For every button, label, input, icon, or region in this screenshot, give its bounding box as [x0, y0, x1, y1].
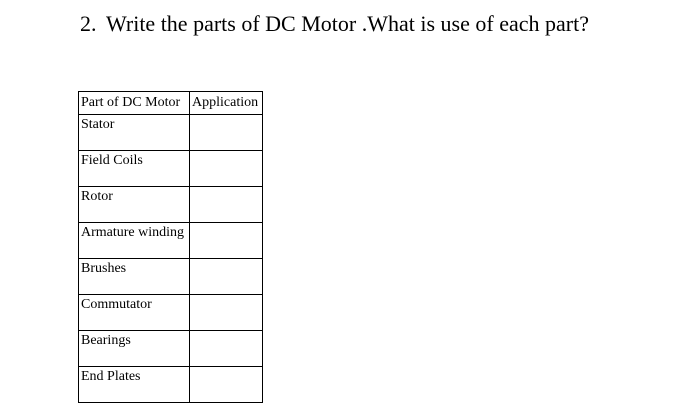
application-cell — [190, 331, 263, 367]
table-row — [79, 367, 263, 403]
application-cell — [190, 259, 263, 295]
table-row — [79, 187, 263, 223]
part-cell: End Plates — [79, 367, 190, 403]
part-cell: Brushes — [79, 259, 190, 295]
table-row — [79, 223, 263, 259]
application-cell — [190, 295, 263, 331]
part-cell: Bearings — [79, 331, 190, 367]
application-cell — [190, 223, 263, 259]
part-cell: Stator — [79, 115, 190, 151]
header-application: Application — [190, 92, 263, 115]
application-cell — [190, 367, 263, 403]
question-text: Write the parts of DC Motor .What is use of each part? — [106, 11, 589, 36]
table-row — [79, 115, 263, 151]
application-cell — [190, 151, 263, 187]
table-row — [79, 259, 263, 295]
header-part: Part of DC Motor — [79, 92, 190, 115]
table-row — [79, 295, 263, 331]
part-cell: Rotor — [79, 187, 190, 223]
table-header-row — [79, 92, 263, 115]
table-row — [79, 151, 263, 187]
application-cell — [190, 115, 263, 151]
question-number: 2. — [80, 11, 97, 36]
part-cell: Armature winding — [79, 223, 190, 259]
question-heading — [80, 9, 589, 39]
table-row — [79, 331, 263, 367]
part-cell: Field Coils — [79, 151, 190, 187]
parts-table — [78, 91, 263, 403]
application-cell — [190, 187, 263, 223]
part-cell: Commutator — [79, 295, 190, 331]
